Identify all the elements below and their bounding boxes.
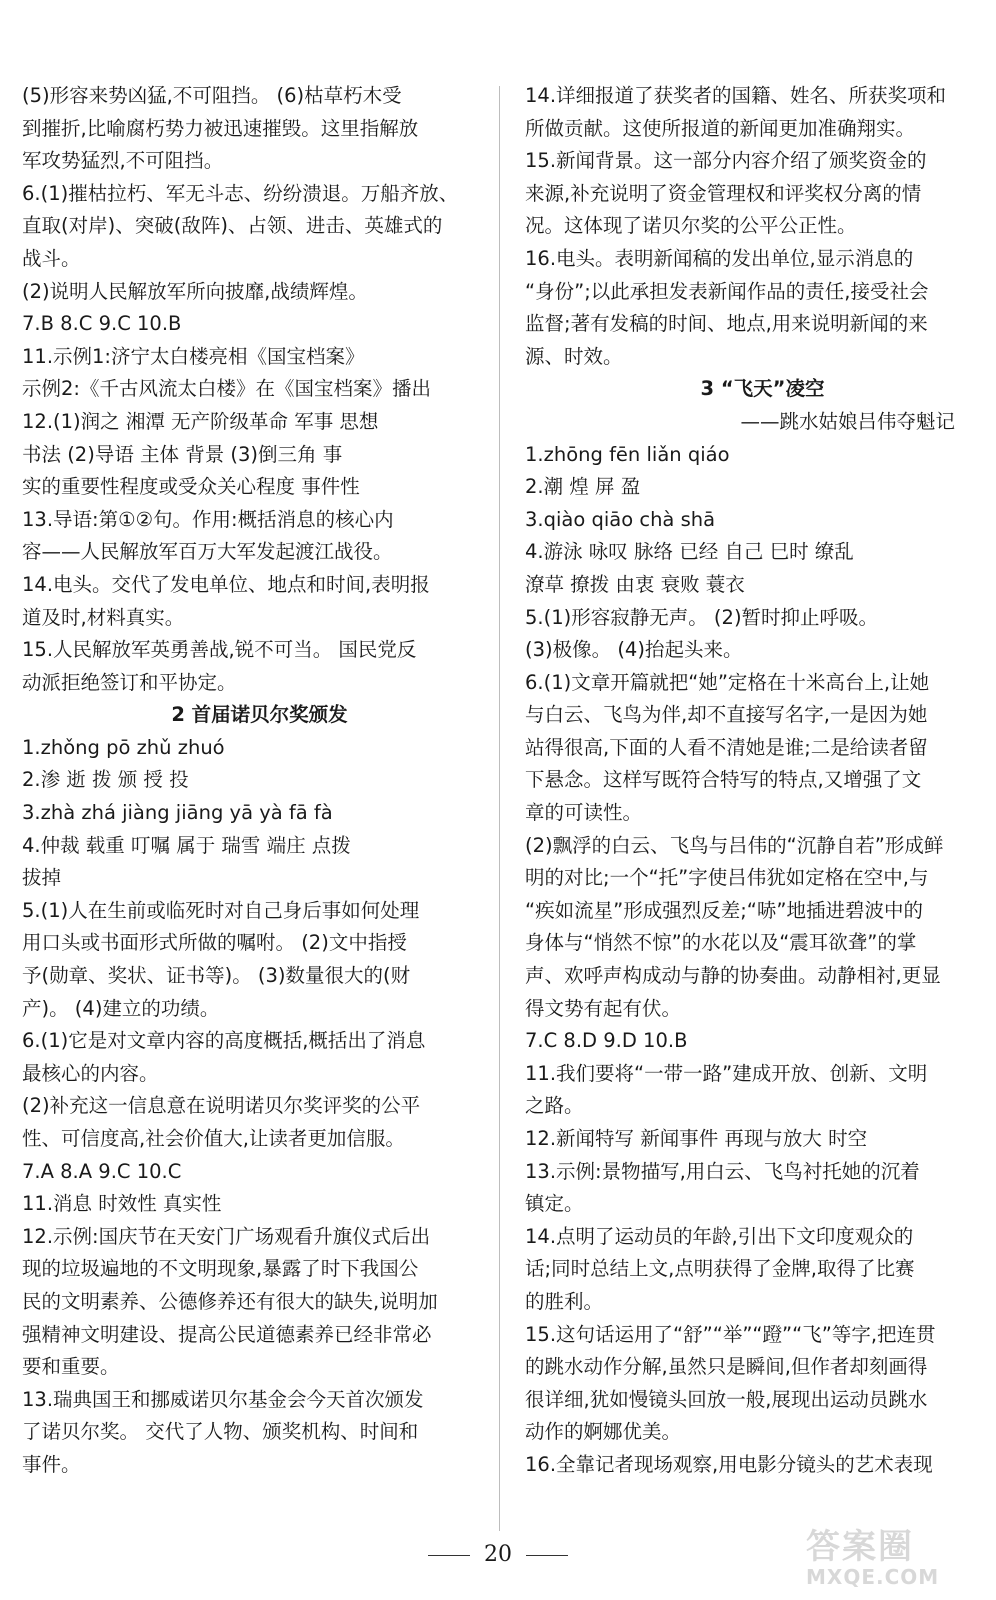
answer-line: 镇定。: [525, 1192, 584, 1216]
answer-line: “疾如流星”形成强烈反差;“哧”地插进碧波中的: [525, 898, 923, 922]
answer-line: 7.A 8.A 9.C 10.C: [22, 1159, 182, 1183]
section-2-title: 2 首届诺贝尔奖颁发: [171, 703, 348, 727]
answer-line: 到摧折,比喻腐朽势力被迅速摧毁。这里指解放: [22, 116, 419, 140]
answer-line: (3)极像。 (4)抬起头来。: [525, 638, 743, 662]
answer-line: 产)。 (4)建立的功绩。: [22, 996, 220, 1020]
answer-line: 拔掉: [22, 866, 62, 890]
answer-line: 16.全靠记者现场观察,用电影分镜头的艺术表现: [525, 1452, 933, 1476]
answer-line: 源、时效。: [525, 344, 623, 368]
footer-dash-right: [526, 1555, 568, 1556]
answer-line: 之路。: [525, 1094, 584, 1118]
answer-line: 强精神文明建设、提高公民道德素养已经非常必: [22, 1322, 432, 1346]
site-watermark: [806, 1528, 984, 1592]
answer-line: 5.(1)人在生前或临死时对自己身后事如何处理: [22, 898, 420, 922]
answer-line: 15.人民解放军英勇善战,锐不可当。 国民党反: [22, 638, 417, 662]
answer-line: 2.潮 煌 屏 盈: [525, 475, 641, 499]
column-divider: [499, 86, 500, 1531]
answer-line: 与白云、飞鸟为伴,却不直接写名字,一是因为她: [525, 703, 928, 727]
answer-line: 军攻势猛烈,不可阻挡。: [22, 149, 224, 173]
left-answers-part1: [22, 80, 477, 699]
answer-line: 得文势有起有伏。: [525, 996, 682, 1020]
watermark-logo: 答案圈: [806, 1527, 914, 1567]
answer-line: 监督;著有发稿的时间、地点,用来说明新闻的来: [525, 312, 928, 336]
answer-line: 声、欢呼声构成动与静的协奏曲。动静相衬,更显: [525, 964, 941, 988]
answer-line: (5)形容来势凶猛,不可阻挡。 (6)枯草朽木受: [22, 84, 402, 107]
answer-line: 了诺贝尔奖。 交代了人物、颁奖机构、时间和: [22, 1420, 419, 1444]
answer-line: 动作的婀娜优美。: [525, 1420, 682, 1444]
answer-line: 动派拒绝签订和平协定。: [22, 670, 237, 694]
section-3-title: 3 “飞天”凌空: [700, 377, 825, 401]
answer-line: 下悬念。这样写既符合特写的特点,又增强了文: [525, 768, 922, 792]
answer-line: 予(勋章、奖状、证书等)。 (3)数量很大的(财: [22, 964, 411, 988]
right-answers-part2: [525, 439, 980, 1482]
answer-line: “身份”;以此承担发表新闻作品的责任,接受社会: [525, 279, 929, 303]
answer-line: 3.qiào qiāo chà shā: [525, 507, 716, 531]
answer-line: 容——人民解放军百万大军发起渡江战役。: [22, 540, 393, 564]
answer-line: 2.渗 逝 拨 颁 授 投: [22, 768, 189, 792]
answer-line: 12.示例:国庆节在天安门广场观看升旗仪式后出: [22, 1224, 431, 1248]
right-answers-part1: [525, 80, 980, 373]
answer-line: 章的可读性。: [525, 801, 643, 825]
answer-line: 11.消息 时效性 真实性: [22, 1192, 222, 1216]
answer-line: 14.电头。交代了发电单位、地点和时间,表明报: [22, 572, 430, 596]
answer-line: 明的对比;一个“托”字使吕伟犹如定格在空中,与: [525, 866, 929, 890]
answer-line: 15.新闻背景。这一部分内容介绍了颁奖资金的: [525, 149, 927, 173]
answer-line: 民的文明素养、公德修养还有很大的缺失,说明加: [22, 1289, 438, 1313]
answer-line: 况。这体现了诺贝尔奖的公平公正性。: [525, 214, 857, 238]
answer-line: 11.我们要将“一带一路”建成开放、创新、文明: [525, 1061, 928, 1085]
answer-line: 12.新闻特写 新闻事件 再现与放大 时空: [525, 1127, 868, 1150]
answer-line: 所做贡献。这使所报道的新闻更加准确翔实。: [525, 116, 916, 140]
page-number: 20: [484, 1542, 512, 1567]
answer-line: 很详细,犹如慢镜头回放一般,展现出运动员跳水: [525, 1387, 928, 1411]
answer-line: 16.电头。表明新闻稿的发出单位,显示消息的: [525, 246, 914, 270]
answer-line: 13.示例:景物描写,用白云、飞鸟衬托她的沉着: [525, 1159, 920, 1183]
answer-line: 6.(1)文章开篇就把“她”定格在十米高台上,让她: [525, 670, 930, 694]
watermark-url: MXQE.COM: [806, 1565, 940, 1589]
answer-line: 1.zhǒng pō zhǔ zhuó: [22, 735, 225, 759]
answer-line: 6.(1)摧枯拉朽、军无斗志、纷纷溃退。万船齐放、: [22, 181, 459, 205]
answer-line: 4.游泳 咏叹 脉络 已经 自己 巳时 缭乱: [525, 540, 854, 564]
answer-line: 7.B 8.C 9.C 10.B: [22, 312, 182, 336]
footer-dash-left: [428, 1555, 470, 1556]
answer-line: 14.详细报道了获奖者的国籍、姓名、所获奖项和: [525, 84, 947, 107]
answer-line: 13.瑞典国王和挪威诺贝尔基金会今天首次颁发: [22, 1387, 424, 1411]
answer-line: 的跳水动作分解,虽然只是瞬间,但作者却刻画得: [525, 1355, 928, 1379]
answer-line: 身体与“悄然不惊”的水花以及“震耳欲聋”的掌: [525, 931, 917, 955]
answer-line: 15.这句话运用了“舒”“举”“蹬”“飞”等字,把连贯: [525, 1322, 936, 1346]
right-column: [525, 80, 980, 1482]
answer-line: (2)补充这一信息意在说明诺贝尔奖评奖的公平: [22, 1094, 421, 1118]
section-3-subtitle: ——跳水姑娘吕伟夺魁记: [740, 409, 955, 433]
answer-line: 战斗。: [22, 246, 81, 270]
answer-line: 潦草 撩拨 由衷 衰败 蓑衣: [525, 572, 745, 596]
answer-line: 要和重要。: [22, 1355, 120, 1379]
answer-line: 事件。: [22, 1452, 81, 1476]
answer-line: 12.(1)润之 湘潭 无产阶级革命 军事 思想: [22, 409, 379, 433]
answer-line: 书法 (2)导语 主体 背景 (3)倒三角 事: [22, 442, 343, 466]
left-column: [22, 80, 477, 1482]
answer-line: 用口头或书面形式所做的嘱咐。 (2)文中指授: [22, 931, 407, 955]
answer-line: 直取(对岸)、突破(敌阵)、占领、进击、英雄式的: [22, 214, 443, 238]
answer-line: 6.(1)它是对文章内容的高度概括,概括出了消息: [22, 1029, 426, 1053]
answer-line: 站得很高,下面的人看不清她是谁;二是给读者留: [525, 735, 928, 759]
answer-line: 3.zhà zhá jiàng jiāng yā yà fā fà: [22, 801, 333, 825]
answer-line: 性、可信度高,社会价值大,让读者更加信服。: [22, 1127, 405, 1150]
answer-line: 5.(1)形容寂静无声。 (2)暂时抑止呼吸。: [525, 605, 879, 629]
answer-line: 4.仲裁 载重 叮嘱 属于 瑞雪 端庄 点拨: [22, 833, 351, 857]
left-answers-part2: [22, 732, 477, 1482]
answer-line: 11.示例1:济宁太白楼亮相《国宝档案》: [22, 344, 365, 368]
answer-line: 1.zhōng fēn liǎn qiáo: [525, 442, 730, 466]
answer-line: 的胜利。: [525, 1289, 604, 1313]
answer-line: (2)说明人民解放军所向披靡,战绩辉煌。: [22, 279, 368, 303]
answer-line: 7.C 8.D 9.D 10.B: [525, 1029, 688, 1053]
answer-line: 实的重要性程度或受众关心程度 事件性: [22, 475, 360, 499]
answer-line: 道及时,材料真实。: [22, 605, 185, 629]
answer-line: 示例2:《千古风流太白楼》在《国宝档案》播出: [22, 377, 431, 401]
answer-line: 13.导语:第①②句。作用:概括消息的核心内: [22, 507, 394, 531]
answer-line: 14.点明了运动员的年龄,引出下文印度观众的: [525, 1224, 914, 1248]
answer-line: 最核心的内容。: [22, 1061, 159, 1085]
answer-line: 话;同时总结上文,点明获得了金牌,取得了比赛: [525, 1257, 915, 1281]
answer-line: 现的垃圾遍地的不文明现象,暴露了时下我国公: [22, 1257, 419, 1281]
answer-line: (2)飘浮的白云、飞鸟与吕伟的“沉静自若”形成鲜: [525, 833, 944, 857]
answer-line: 来源,补充说明了资金管理权和评奖权分离的情: [525, 181, 922, 205]
